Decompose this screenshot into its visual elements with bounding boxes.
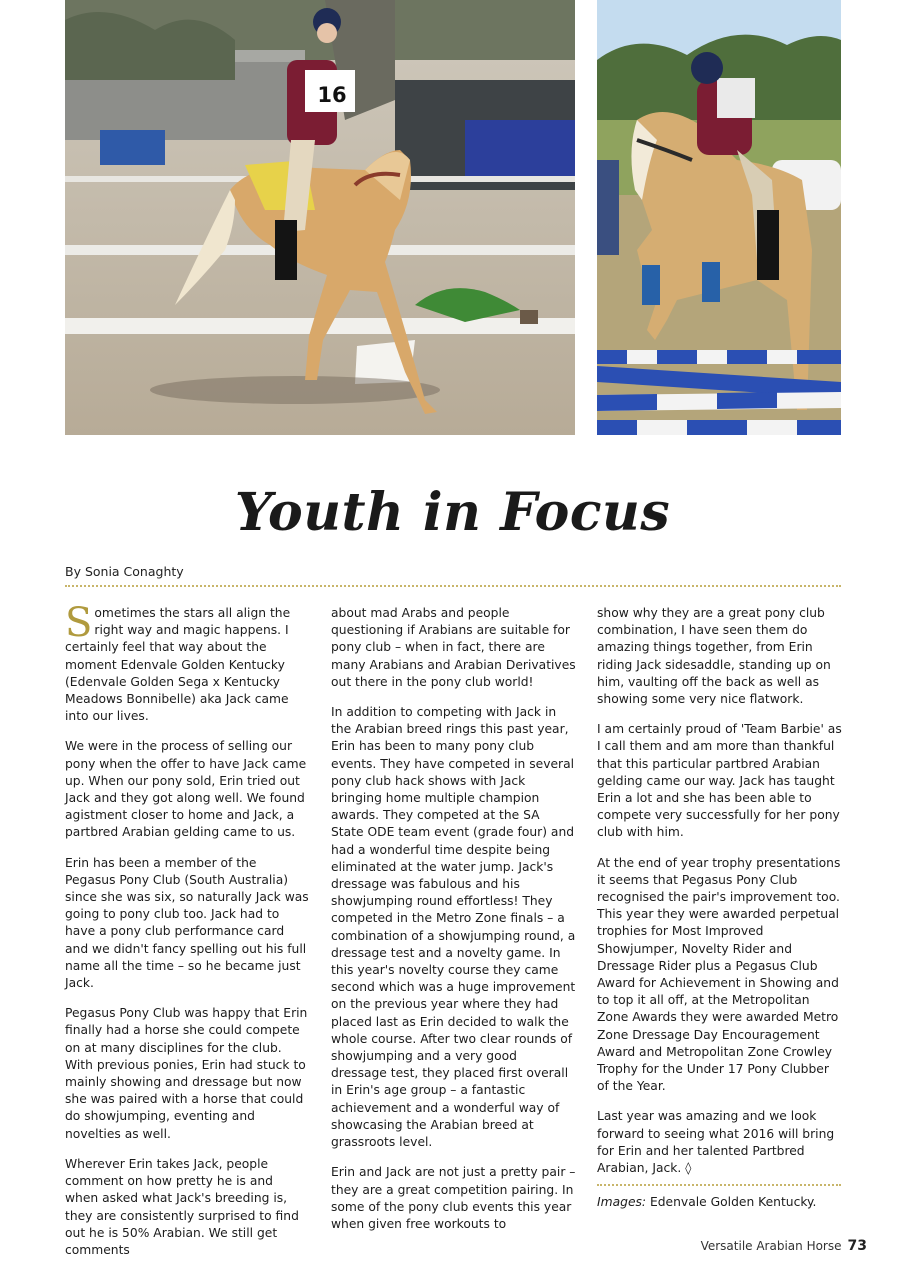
paragraph: Wherever Erin takes Jack, people comment on how pretty he is and when asked what Jack's breeding is, they are consistently surprised to find out he is 50% Arabian. We still get comments xyxy=(65,1156,299,1257)
paragraph: In addition to competing with Jack in the Arabian breed rings this past year, Erin has been to many pony club events. They have competed in several pony club hack shows with Jack bringing home multiple champion awards. They competed at the SA State ODE team event (grade four) and had a wonderful time despite being eliminated at the water jump. Jack's dressage was fabulous and his showjumping round effortless! They competed in the Metro Zone finals – a combination of a showjumping round, a dressage test and a novelty game. In this year's novelty course they came second which was a huge improvement on the previous year where they had placed last as Erin decided to walk the whole course. After two clear rounds of showjumping and a very good dressage test, they placed first overall in Erin's age group – a fantastic achievement and a wonderful way of showcasing the Arabian breed at grassroots level. xyxy=(331,705,576,1150)
paragraph: Erin has been a member of the Pegasus Pony Club (South Australia) since she was six, so naturally Jack was going to pony club too. Jack had to have a pony club performance card and we didn't fancy spelling out his full name all the time – so he became just Jack. xyxy=(65,855,309,991)
dotted-divider xyxy=(65,585,841,587)
article-title: Youth in Focus xyxy=(234,482,671,543)
end-mark-icon: ◊ xyxy=(685,1161,692,1176)
paragraph: about mad Arabs and people questioning if Arabians are suitable for pony club – when in fact, there are many Arabians and Arabian Derivatives out there in the pony club world! xyxy=(331,606,576,689)
paragraph xyxy=(597,1108,842,1177)
page-number: 73 xyxy=(847,1238,867,1254)
paragraph xyxy=(65,600,310,725)
image-credit xyxy=(597,1195,847,1209)
dotted-divider-credit xyxy=(597,1184,841,1186)
credit-text: Edenvale Golden Kentucky. xyxy=(649,1195,817,1209)
byline: By Sonia Conaghty xyxy=(65,564,184,579)
paragraph: Erin and Jack are not just a pretty pair – they are a great competition pairing. In some of the pony club events this year when given free workouts to xyxy=(331,1165,576,1231)
drop-cap: S xyxy=(65,600,93,646)
paragraph: Pegasus Pony Club was happy that Erin finally had a horse she could compete on at many disciplines for the club. With previous ponies, Erin had stuck to mainly showing and dressage but now she was paired with a horse that could do showjumping, eventing and novelties as well. xyxy=(65,1006,308,1141)
publication-name: Versatile Arabian Horse xyxy=(700,1239,842,1253)
photo-showjumping xyxy=(597,0,841,435)
credit-label: Images: xyxy=(597,1195,647,1209)
paragraph-text: ometimes the stars all align the right way and magic happens. I certainly feel that way about the moment Edenvale Golden Kentucky (Edenvale Golden Sega x Kentucky Meadows Bonnibelle) aka Jack came into our lives. xyxy=(65,606,291,724)
paragraph: At the end of year trophy presentations it seems that Pegasus Pony Club recognised the pair's improvement too. This year they were awarded perpetual trophies for Most Improved Showjumper, Novelty Rider and Dressage Rider plus a Pegasus Club Award for Achievement in Showing and to top it all off, at the Metropolitan Zone Awards they were awarded Metro Zone Dressage Day Encouragement Award and Metropolitan Zone Crowley Trophy for the Under 17 Pony Clubber of the Year. xyxy=(597,855,841,1094)
paragraph-text: Last year was amazing and we look forward to seeing what 2016 will bring for Erin and her talented Partbred Arabian, Jack. xyxy=(597,1109,835,1176)
paragraph: I am certainly proud of 'Team Barbie' as I call them and am more than thankful that this particular partbred Arabian gelding came our way. Jack has taught Erin a lot and she has been able to compete very successfully for her pony club with him. xyxy=(597,722,842,840)
rider-number-bib: 16 xyxy=(317,83,347,107)
paragraph: We were in the process of selling our pony when the offer to have Jack came up. When our pony sold, Erin tried out Jack and they got along well. We found agistment closer to home and Jack, a partbred Arabian gelding came to us. xyxy=(65,739,307,840)
photo-dressage xyxy=(65,0,575,435)
paragraph: show why they are a great pony club combination, I have seen them do amazing things together, from Erin riding Jack sidesaddle, standing up on him, vaulting off the back as well as showing some very nice flatwork. xyxy=(597,606,831,707)
page-footer xyxy=(701,1238,867,1254)
text-column-3 xyxy=(597,605,842,1190)
text-column-2 xyxy=(331,605,576,1246)
text-column-1 xyxy=(65,600,310,1272)
